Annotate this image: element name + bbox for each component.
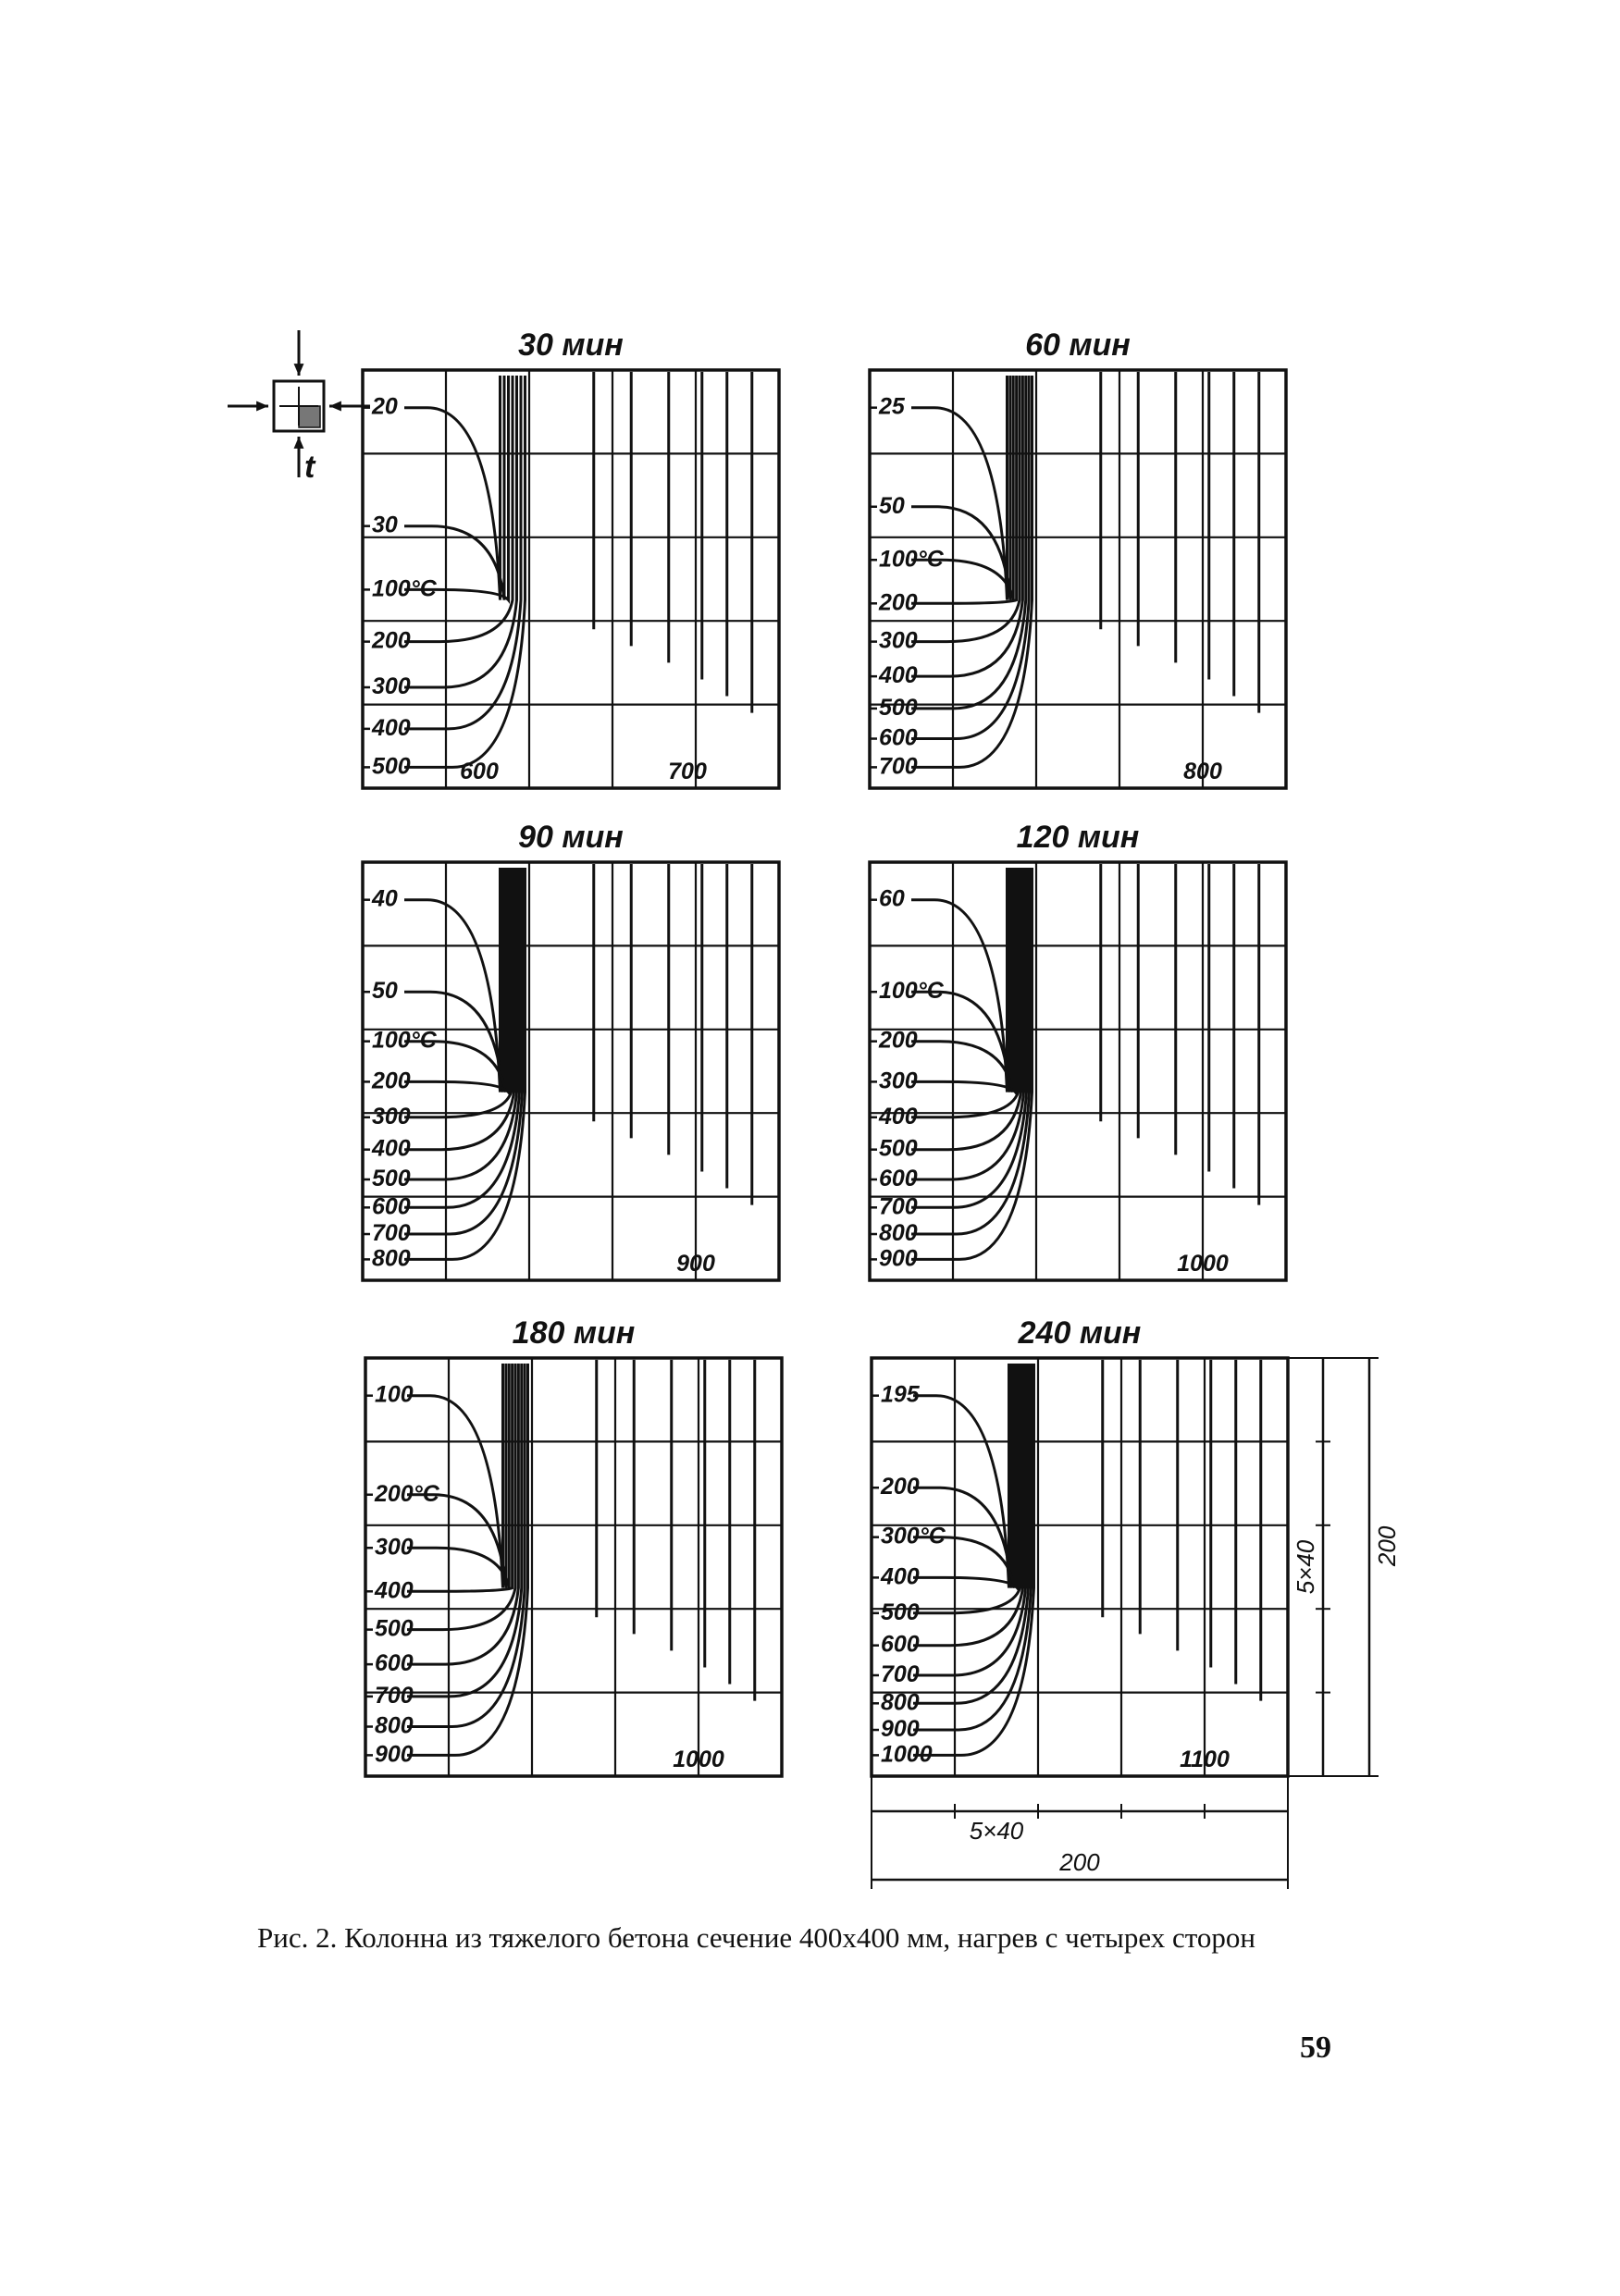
isotherm-panel-2 [870, 327, 1286, 788]
isotherm-curves [911, 372, 1259, 767]
panel-title: 180 мин [512, 1315, 636, 1351]
isotherm-label: 200 [879, 1027, 918, 1054]
heat-arrow-head [256, 401, 268, 412]
figure-caption: Рис. 2. Колонна из тяжелого бетона сечение 400х400 мм, нагрев с четырех сторон [257, 1921, 1255, 1954]
isotherm-curve [913, 1364, 1009, 1588]
isotherm-label: 300 [372, 1103, 411, 1129]
isotherm-curves [913, 1360, 1261, 1755]
isotherm-curve [404, 376, 504, 600]
isotherm-label: 700 [372, 1220, 411, 1247]
page-number: 59 [1300, 2031, 1331, 2065]
isotherm-label: 400 [881, 1563, 920, 1590]
isotherm-label: 400 [372, 714, 411, 741]
isotherm-label: 400 [372, 1135, 411, 1162]
panel-frame [365, 1358, 782, 1776]
isotherm-curves [911, 864, 1259, 1259]
isotherm-label: 800 [879, 1220, 918, 1247]
isotherm-label: 600 [375, 1650, 414, 1677]
isotherm-label: 500 [372, 1165, 411, 1191]
panel-frame [872, 1358, 1288, 1776]
isotherm-bottom-label: 1000 [1177, 1251, 1229, 1277]
panel-grid [365, 1358, 782, 1776]
isotherm-label: 600 [881, 1631, 920, 1658]
isotherm-labels [870, 394, 945, 780]
isotherm-label: 400 [879, 1103, 918, 1129]
isotherm-label: 700 [879, 753, 918, 780]
isotherm-label: 200°C [375, 1480, 439, 1507]
isotherm-curve [404, 868, 501, 1092]
isotherm-labels [870, 886, 945, 1272]
panel-grid [872, 1358, 1288, 1776]
panel-frame [870, 862, 1286, 1280]
isotherm-label: 195 [881, 1381, 920, 1408]
isotherm-label: 20 [372, 393, 398, 420]
isotherm-panel-4 [870, 820, 1286, 1280]
isotherm-label: 30 [372, 512, 398, 538]
isotherm-label: 200 [879, 589, 918, 616]
isotherm-curve [407, 1364, 513, 1591]
isotherm-labels [363, 886, 438, 1272]
isotherm-label: 800 [372, 1245, 411, 1272]
isotherm-bottom-label: 800 [1183, 759, 1222, 784]
isotherm-label: 50 [372, 978, 398, 1005]
isotherm-label: 500 [881, 1599, 920, 1625]
dim-bottom-inner-label: 5×40 [969, 1817, 1024, 1845]
panel-title: 240 мин [1018, 1315, 1142, 1351]
isotherm-curve [407, 1364, 509, 1588]
isotherm-curve [404, 868, 506, 1092]
dimension-lines [872, 1358, 1401, 1889]
isotherm-curve [404, 376, 513, 642]
isotherm-label: 600 [879, 1165, 918, 1191]
isotherm-bottom-label: 700 [668, 759, 707, 784]
isotherm-label: 1000 [881, 1741, 933, 1768]
isotherm-label: 300°C [881, 1523, 946, 1549]
dim-right-inner-label: 5×40 [1292, 1539, 1319, 1595]
isotherm-label: 300 [375, 1534, 414, 1561]
isotherm-curve [404, 868, 509, 1092]
heat-arrow-head [294, 364, 304, 376]
isotherm-label: 100 [375, 1381, 414, 1408]
section-quarter [299, 406, 320, 427]
isotherm-label: 900 [879, 1245, 918, 1272]
isotherm-label: 200 [881, 1474, 920, 1500]
isotherm-label: 200 [372, 1068, 411, 1094]
isotherm-label: 100°C [372, 575, 437, 602]
isotherm-label: 300 [879, 627, 918, 654]
isotherm-label: 800 [881, 1689, 920, 1716]
isotherm-label: 100°C [372, 1027, 437, 1054]
isotherm-bottom-label: 1000 [673, 1747, 724, 1772]
isotherm-label: 100°C [879, 978, 944, 1005]
isotherm-label: 700 [375, 1682, 414, 1709]
dim-bottom-outer-label: 200 [1059, 1848, 1100, 1876]
isotherm-label: 500 [375, 1615, 414, 1642]
isotherm-curves [404, 864, 752, 1259]
panel-grid [363, 862, 779, 1280]
isotherm-label: 700 [879, 1193, 918, 1220]
isotherm-curve [913, 1364, 1018, 1588]
isotherm-curve [404, 376, 501, 600]
panel-grid [870, 862, 1286, 1280]
isotherm-label: 200 [372, 627, 411, 654]
isotherm-label: 600 [879, 724, 918, 751]
isotherm-label: 900 [375, 1741, 414, 1768]
isotherm-curves [407, 1360, 755, 1755]
isotherm-bottom-label: 900 [676, 1251, 715, 1277]
heat-arrow-head [329, 401, 341, 412]
isotherm-label: 600 [372, 1193, 411, 1220]
isotherm-label: 400 [879, 662, 918, 689]
isotherm-panel-1 [363, 327, 779, 788]
panel-title: 60 мин [1025, 327, 1131, 363]
isotherm-labels [365, 1382, 440, 1768]
isotherm-labels [363, 394, 438, 780]
isotherm-panel-6 [872, 1315, 1288, 1776]
isotherm-label: 40 [372, 885, 398, 912]
isotherm-label: 300 [879, 1068, 918, 1094]
isotherm-label: 100°C [879, 546, 944, 573]
isotherm-curve [404, 376, 526, 767]
isotherm-bottom-label: 1100 [1180, 1747, 1230, 1772]
isotherm-panels [363, 327, 1288, 1776]
panel-title: 120 мин [1016, 820, 1140, 855]
panel-title: 90 мин [518, 820, 624, 855]
isotherm-label: 50 [879, 492, 905, 519]
isotherm-curves [404, 372, 752, 767]
isotherm-curve [404, 376, 509, 600]
isotherm-label: 300 [372, 673, 411, 699]
panel-title: 30 мин [518, 327, 624, 363]
isotherm-label: 700 [881, 1660, 920, 1687]
panel-frame [870, 370, 1286, 788]
isotherm-label: 25 [879, 393, 905, 420]
isotherm-label: 500 [372, 753, 411, 780]
panel-grid [870, 370, 1286, 788]
isotherm-panel-5 [365, 1315, 782, 1776]
isotherm-curve [913, 1364, 1015, 1588]
isotherm-panel-3 [363, 820, 779, 1280]
panel-frame [363, 862, 779, 1280]
isotherm-label: 500 [879, 1135, 918, 1162]
isotherm-label: 800 [375, 1712, 414, 1739]
heat-arrow-head [294, 437, 304, 449]
isotherm-labels [872, 1382, 946, 1768]
dim-right-outer-label: 200 [1373, 1525, 1401, 1567]
isotherm-label: 900 [881, 1716, 920, 1743]
section-key [228, 330, 370, 485]
isotherm-bottom-label: 600 [460, 759, 499, 784]
isotherm-label: 60 [879, 885, 905, 912]
section-t-label: t [304, 450, 315, 485]
isotherm-label: 500 [879, 694, 918, 721]
isotherm-curve [407, 1364, 503, 1588]
isotherm-label: 400 [375, 1577, 414, 1604]
